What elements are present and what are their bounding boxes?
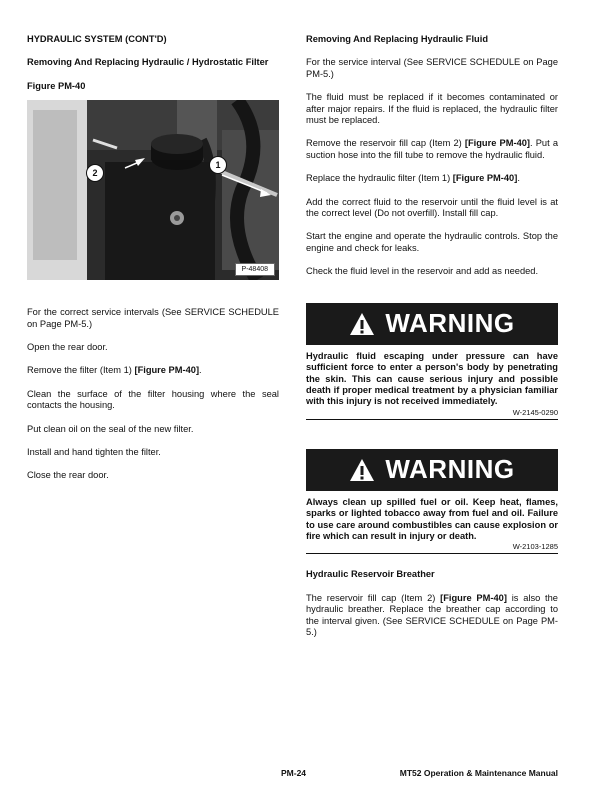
step-open-door: Open the rear door. [27,342,108,353]
fluid-p3-end: . Put a suction hose into the fill tube to remove the hydraulic fluid. [306,138,558,160]
callout-1: 1 [209,156,227,174]
footer-page-number: PM-24 [281,768,307,778]
breather-text: The reservoir fill cap (Item 2) [306,592,441,603]
step-remove-text: Remove the filter (Item 1) [27,365,135,376]
figure-label: Figure PM-40 [27,80,86,91]
warning-text: Always clean up spilled fuel or oil. Keep heat, flames, sparks or lighted tobacco away from fuel and oil. Failure to use care around combustibles can cause explosion or fire which can result in injury or death. [306,496,558,541]
figure-reference: [Figure PM-40] [134,365,200,376]
figure-reference: [Figure PM-40] [452,173,518,184]
step-remove-end: . [199,365,202,376]
left-column [27,34,279,482]
fluid-p4-text: Replace the hydraulic filter (Item 1) [306,173,453,184]
figure-pm-40-photo [27,100,279,280]
warning-banner [306,449,558,491]
step-remove-filter [27,365,279,376]
step-clean-housing: Clean the surface of the filter housing where the seal contacts the housing. [27,388,279,411]
warning-box-2 [306,449,558,555]
photo-id: P-48408 [235,263,275,276]
warning-divider [306,419,558,420]
fluid-p5: Add the correct fluid to the reservoir until the fluid level is at the correct level (Do not overfill). Install fill cap. [306,196,558,219]
figure-reference: [Figure PM-40] [440,592,507,603]
fluid-p6: Start the engine and operate the hydraulic controls. Stop the engine and check for leaks. [306,231,558,253]
warning-code: W-2103-1285 [512,542,558,552]
warning-box-1 [306,303,558,420]
warning-triangle-icon [349,458,375,482]
figure-reference: [Figure PM-40] [464,138,531,149]
warning-triangle-icon [349,312,375,336]
breather-text-end: is also the hydraulic breather. Replace the breather cap according to the interval given. (See SERVICE SCHEDULE on Page PM-5.) [306,592,558,637]
callout-2: 2 [86,164,104,182]
fluid-p4-end: . [517,173,520,184]
fluid-p7: Check the fluid level in the reservoir and add as needed. [306,266,539,277]
step-oil-seal: Put clean oil on the seal of the new filter. [27,423,194,434]
left-intro: For the correct service intervals (See SERVICE SCHEDULE on Page PM-5.) [27,307,279,329]
warning-code: W-2145-0290 [512,407,558,417]
warning-text: Hydraulic fluid escaping under pressure can have sufficient force to enter a person's body by penetrating the skin. This can cause serious injury and possible death if proper medical treatment by a physician familiar with this injury is not received immediately. [306,350,558,407]
warning-divider [306,553,558,554]
fluid-p1: For the service interval (See SERVICE SCHEDULE on Page PM-5.) [306,57,558,79]
footer-manual-title: MT52 Operation & Maintenance Manual [399,768,558,778]
subsection-title: Removing And Replacing Hydraulic / Hydrostatic Filter [27,57,269,68]
warning-label: WARNING [385,307,515,338]
breather-paragraph [306,593,558,639]
fluid-section-title: Removing And Replacing Hydraulic Fluid [306,34,488,44]
right-column [306,34,558,638]
warning-banner [306,303,558,345]
fluid-p2: The fluid must be replaced if it becomes contaminated or after major repairs. If the fluid is replaced, the hydraulic filter must be replaced. [306,92,558,126]
step-close-door: Close the rear door. [27,470,109,481]
engine-photo-illustration [27,100,279,280]
step-install-filter: Install and hand tighten the filter. [27,447,161,458]
section-title: HYDRAULIC SYSTEM (CONT'D) [27,34,167,44]
warning-label: WARNING [385,454,515,485]
fluid-p4 [306,173,558,184]
fluid-p3-text: Remove the reservoir fill cap (Item 2) [306,138,465,149]
breather-title: Hydraulic Reservoir Breather [306,569,435,580]
fluid-p3 [306,138,558,161]
